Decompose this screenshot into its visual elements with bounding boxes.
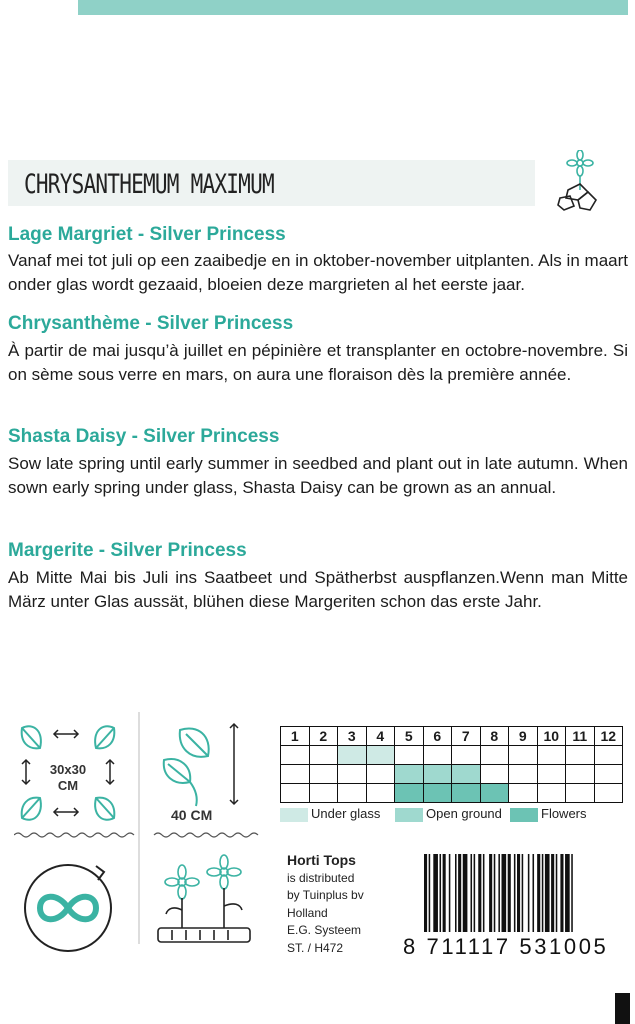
section-title-de: Margerite - Silver Princess xyxy=(8,540,247,561)
calendar-cell xyxy=(338,784,367,803)
height-value: 40 CM xyxy=(171,807,213,823)
month-6: 6 xyxy=(423,727,452,746)
infinity-icon xyxy=(18,858,118,958)
calendar-cell xyxy=(509,746,538,765)
barcode-bar xyxy=(458,854,461,932)
barcode-bar xyxy=(429,854,431,932)
barcode-digits: 8 711117 531005 xyxy=(403,934,609,959)
calendar-cell xyxy=(480,784,509,803)
month-4: 4 xyxy=(366,727,395,746)
barcode-bar xyxy=(537,854,540,932)
calendar-cell xyxy=(395,765,424,784)
month-12: 12 xyxy=(594,727,623,746)
calendar-cell xyxy=(480,765,509,784)
calendar-cell xyxy=(338,765,367,784)
barcode-bar xyxy=(565,854,570,932)
plant-height-icon xyxy=(150,720,260,810)
section-body-nl: Vanaf mei tot juli op een zaaibedje en in oktober-november uitplanten. Als in maart onder glas wordt gezaaid, bloeien deze margrieten al het eerste jaar. xyxy=(8,251,628,294)
barcode-bar xyxy=(556,854,558,932)
barcode-bar xyxy=(533,854,535,932)
spacing-unit: CM xyxy=(57,778,79,793)
barcode-bar xyxy=(455,854,457,932)
barcode-bar xyxy=(474,854,476,932)
legend-swatch-under-glass xyxy=(280,808,308,822)
calendar-row-under-glass xyxy=(281,746,623,765)
top-color-bar xyxy=(78,0,628,15)
calendar-cell xyxy=(509,784,538,803)
barcode-bar xyxy=(551,854,554,932)
month-10: 10 xyxy=(537,727,566,746)
calendar-cell xyxy=(594,784,623,803)
barcode-bar xyxy=(449,854,451,932)
distributor-line-3: Holland xyxy=(287,905,328,920)
legend-open-ground xyxy=(395,806,502,826)
month-2: 2 xyxy=(309,727,338,746)
barcode-bar xyxy=(542,854,544,932)
barcode-bar xyxy=(508,854,511,932)
calendar-cell xyxy=(594,765,623,784)
spacing-value: 30x30 xyxy=(49,762,87,777)
calendar-cell xyxy=(566,765,595,784)
calendar-cell xyxy=(537,746,566,765)
barcode-bar xyxy=(443,854,446,932)
section-title-en: Shasta Daisy - Silver Princess xyxy=(8,426,280,447)
legend-label-under-glass: Under glass xyxy=(311,806,381,821)
barcode-bar xyxy=(471,854,473,932)
calendar-cell xyxy=(452,784,481,803)
barcode-bar xyxy=(463,854,468,932)
calendar-cell xyxy=(452,765,481,784)
section-body-en: Sow late spring until early summer in seedbed and plant out in late autumn. When sown early spring under glass, Shasta Daisy can be grown as an annual. xyxy=(8,454,628,497)
calendar-cell xyxy=(395,784,424,803)
barcode-bar xyxy=(483,854,485,932)
calendar-cell xyxy=(281,746,310,765)
barcode-bar xyxy=(424,854,427,932)
calendar-cell xyxy=(281,784,310,803)
barcode-bar xyxy=(502,854,507,932)
calendar-cell xyxy=(395,746,424,765)
brand-name: Horti Tops xyxy=(287,852,356,868)
month-11: 11 xyxy=(566,727,595,746)
barcode-bar xyxy=(571,854,573,932)
calendar-cell xyxy=(366,765,395,784)
section-title-fr: Chrysanthème - Silver Princess xyxy=(8,313,294,334)
calendar-cell xyxy=(423,784,452,803)
calendar-cell xyxy=(309,765,338,784)
month-8: 8 xyxy=(480,727,509,746)
seed-tray-icon xyxy=(152,850,262,950)
calendar-cell xyxy=(366,784,395,803)
section-body-de: Ab Mitte Mai bis Juli ins Saatbeet und Spätherbst auspflanzen.Wenn man Mitte März unter Glas aussät, blühen diese Margeriten schon das erste Jahr. xyxy=(8,568,628,611)
legend-swatch-open-ground xyxy=(395,808,423,822)
calendar-cell xyxy=(537,765,566,784)
sowing-calendar xyxy=(280,726,623,803)
calendar-cell xyxy=(594,746,623,765)
barcode-icon xyxy=(400,852,628,936)
distributor-line-4: E.G. Systeem xyxy=(287,923,362,937)
calendar-cell xyxy=(452,746,481,765)
barcode-bar xyxy=(498,854,500,932)
calendar-cell xyxy=(309,784,338,803)
month-5: 5 xyxy=(395,727,424,746)
calendar-cell xyxy=(423,746,452,765)
barcode-bar xyxy=(440,854,442,932)
barcode-bar xyxy=(528,854,530,932)
distributor-line-5: ST. / H472 xyxy=(287,940,344,955)
barcode-bar xyxy=(517,854,520,932)
print-mark xyxy=(615,993,630,1024)
barcode-bar xyxy=(522,854,524,932)
barcode-bar xyxy=(545,854,550,932)
legend-label-open-ground: Open ground xyxy=(426,806,502,821)
barcode-bar xyxy=(494,854,496,932)
distributor-line-2: by Tuinplus bv xyxy=(287,888,364,902)
section-title-nl: Lage Margriet - Silver Princess xyxy=(8,224,286,245)
legend-swatch-flowers xyxy=(510,808,538,822)
calendar-cell xyxy=(309,746,338,765)
calendar-cell xyxy=(281,765,310,784)
month-1: 1 xyxy=(281,727,310,746)
calendar-cell xyxy=(423,765,452,784)
calendar-cell xyxy=(338,746,367,765)
calendar-cell xyxy=(509,765,538,784)
calendar-row-open-ground xyxy=(281,765,623,784)
calendar-cell xyxy=(366,746,395,765)
calendar-cell xyxy=(566,784,595,803)
latin-name: CHRYSANTHEMUM MAXIMUM xyxy=(24,169,274,200)
calendar-cell xyxy=(537,784,566,803)
icon-divider xyxy=(138,712,140,944)
distributor-line-1: is distributed xyxy=(287,870,355,885)
legend-label-flowers: Flowers xyxy=(541,806,587,821)
section-body-fr: À partir de mai jusqu’à juillet en pépinière et transplanter en octobre-novembre. Si on sème sous verre en mars, on aura une floraison dès la première année. xyxy=(8,341,628,384)
legend-flowers xyxy=(510,806,587,826)
calendar-row-flowers xyxy=(281,784,623,803)
barcode-bar xyxy=(514,854,516,932)
calendar-cell xyxy=(566,746,595,765)
distributor-info xyxy=(287,852,364,957)
barcode-bar xyxy=(560,854,563,932)
flower-pot-logo-icon xyxy=(548,150,618,220)
calendar-cell xyxy=(480,746,509,765)
calendar-month-row xyxy=(281,727,623,746)
month-7: 7 xyxy=(452,727,481,746)
barcode-bar xyxy=(433,854,438,932)
month-9: 9 xyxy=(509,727,538,746)
barcode-bar xyxy=(489,854,492,932)
month-3: 3 xyxy=(338,727,367,746)
barcode-bar xyxy=(478,854,481,932)
legend-under-glass xyxy=(280,806,380,826)
